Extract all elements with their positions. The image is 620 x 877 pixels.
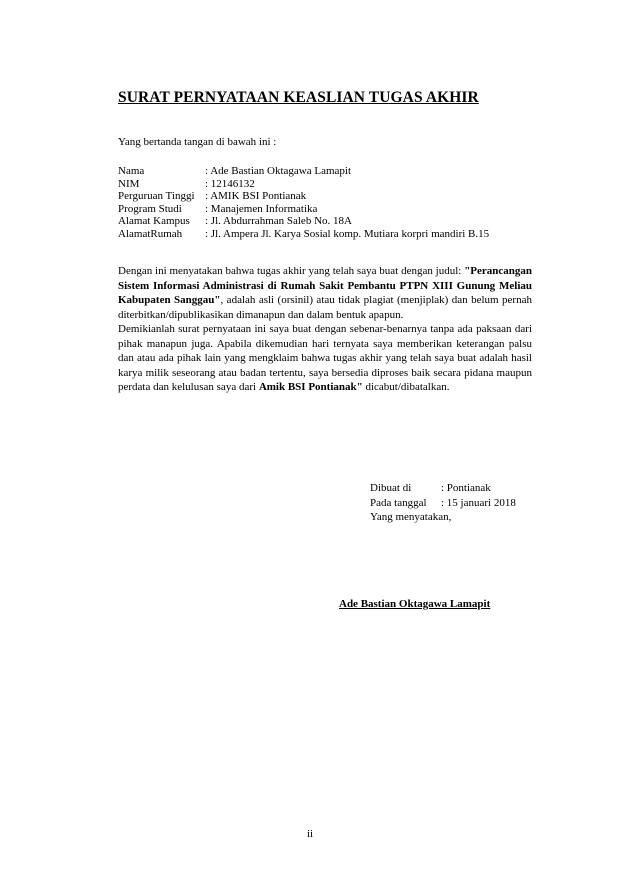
field-value: : 12146132 xyxy=(205,177,255,190)
field-row-nim xyxy=(118,178,489,191)
page-number: ii xyxy=(306,828,314,840)
field-label: AlamatRumah xyxy=(118,227,183,240)
field-label: Program Studi xyxy=(118,202,182,215)
field-value: : Jl. Abdurrahman Saleb No. 18A xyxy=(205,215,352,227)
statement-text: Dengan ini menyatakan bahwa tugas akhir yang telah saya buat dengan judul: xyxy=(118,265,462,277)
date-value: : 15 januari 2018 xyxy=(441,496,516,509)
closing-text: Demikianlah surat pernyataan ini saya buat dengan sebenar-benarnya tanpa ada paksaan dari pihak manapun juga. Apabila dikemudian hari ternyata saya memberikan keterangan palsu dan atau ada pihak lain yang mengklaim bahwa tugas akhir yang telah saya buat adalah hasil karya milik seseorang atau badan tertentu, saya bersedia diproses baik secara pidana maupun perdata dan kelulusan saya dari xyxy=(118,323,532,393)
field-label: NIM xyxy=(118,177,140,190)
field-value: : AMIK BSI Pontianak xyxy=(205,190,307,202)
field-row-study-program xyxy=(118,203,489,216)
field-value: : Manajemen Informatika xyxy=(205,202,318,215)
identity-fields xyxy=(118,165,489,240)
field-label: Nama xyxy=(118,165,145,177)
closing-text-end: dicabut/dibatalkan. xyxy=(365,381,450,393)
field-label: Alamat Kampus xyxy=(118,215,190,227)
field-row-campus-address xyxy=(118,215,489,228)
document-title: SURAT PERNYATAAN KEASLIAN TUGAS AKHIR xyxy=(118,89,479,106)
thesis-title: "Perancangan Sistem Informasi Administrasi di Rumah Sakit Pembantu PTPN XIII Gunung Meliau Kabupaten Sanggau" xyxy=(118,265,533,306)
institution-name: Amik BSI Pontianak" xyxy=(258,381,363,393)
declarant-row xyxy=(370,510,516,525)
signer-name: Ade Bastian Oktagawa Lamapit xyxy=(339,598,491,610)
made-at-row xyxy=(370,481,516,496)
field-label: Perguruan Tinggi xyxy=(118,190,195,202)
declarant-label: Yang menyatakan, xyxy=(370,511,452,523)
date-label: Pada tanggal xyxy=(370,496,427,509)
field-row-home-address xyxy=(118,228,489,241)
field-value: : Ade Bastian Oktagawa Lamapit xyxy=(205,165,352,177)
field-row-name xyxy=(118,165,489,178)
date-row xyxy=(370,496,516,511)
signature-block xyxy=(370,481,516,525)
intro-text: Yang bertanda tangan di bawah ini : xyxy=(118,136,277,148)
statement-paragraph xyxy=(118,264,532,322)
field-value: : Jl. Ampera Jl. Karya Sosial komp. Mutiara korpri mandiri B.15 xyxy=(205,227,490,240)
field-row-university xyxy=(118,190,489,203)
closing-paragraph xyxy=(118,322,532,395)
statement-text-continued: , adalah asli (orsinil) atau tidak plagiat (menjiplak) dan belum pernah diterbitkan/dipublikasikan dimanapun dan dalam bentuk apapun. xyxy=(118,294,532,321)
made-at-value: : Pontianak xyxy=(441,482,491,494)
made-at-label: Dibuat di xyxy=(370,482,412,494)
